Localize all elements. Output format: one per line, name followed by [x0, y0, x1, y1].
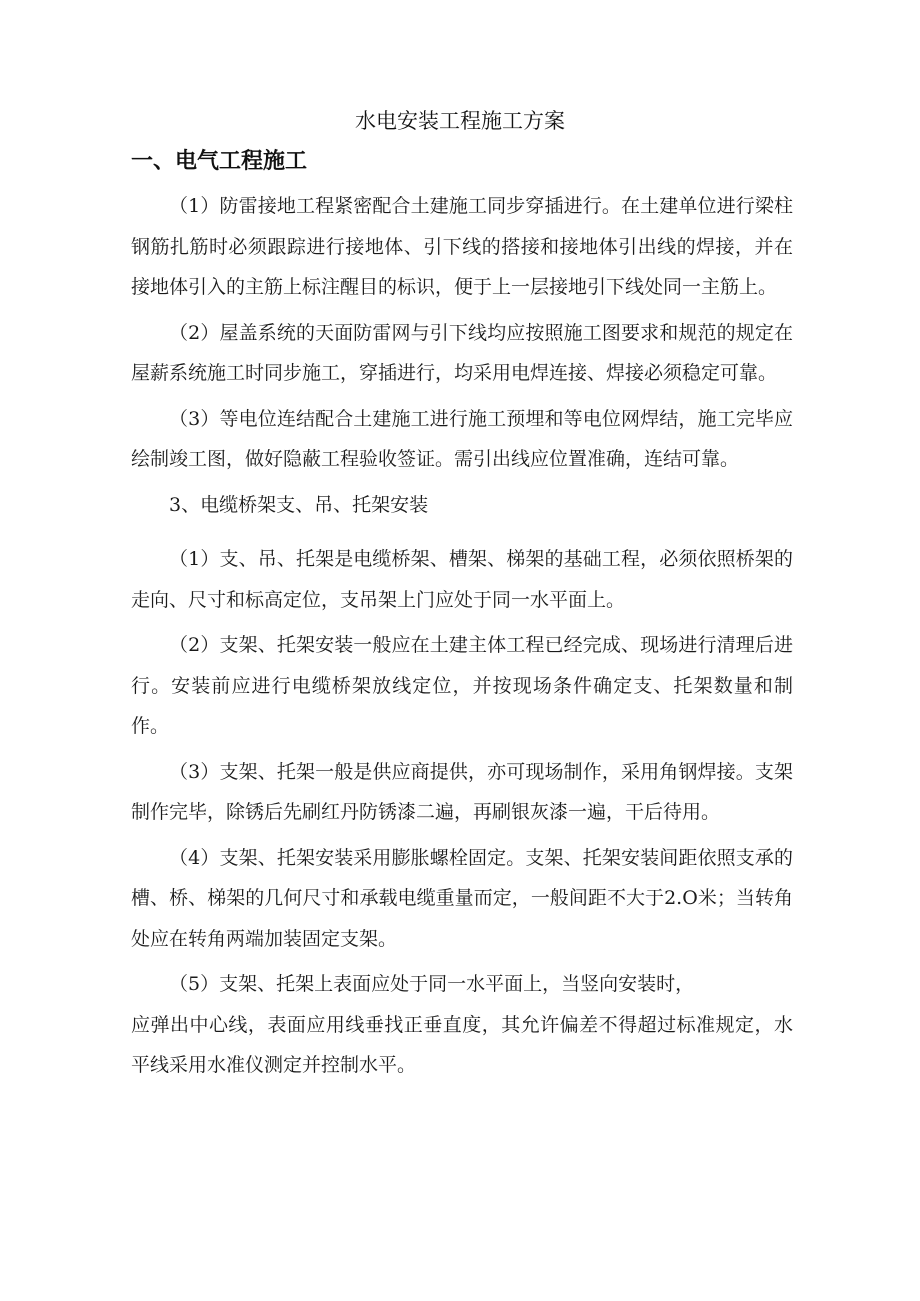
document-body [131, 186, 793, 1086]
paragraph-bracket-levelling-first-line: （5）支架、托架上表面应处于同一水平面上，当竖向安装时， [169, 973, 695, 995]
section-heading: 一、电气工程施工 [131, 149, 308, 174]
paragraph-bracket-fixing: （4）支架、托架安装采用膨胀螺栓固定。支架、托架安装间距依照支承的槽、桥、梯架的几何尺寸和承载电缆重量而定，一般间距不大于2.O米；当转角处应在转角两端加装固定支架。 [131, 846, 793, 950]
paragraph-bracket-levelling [131, 964, 793, 1086]
paragraph-bracket-installation-timing: （2）支架、托架安装一般应在土建主体工程已经完成、现场进行清理后进行。安装前应进行电缆桥架放线定位，并按现场条件确定支、托架数量和制作。 [131, 634, 793, 737]
paragraph-equipotential-bonding: （3）等电位连结配合土建施工进行施工预埋和等电位网焊结，施工完毕应绘制竣工图，做好隐蔽工程验收签证。需引出线应位置准确，连结可靠。 [131, 407, 793, 470]
paragraph-bracket-foundation: （1）支、吊、托架是电缆桥架、槽架、梯架的基础工程，必须依照桥架的走向、尺寸和标高定位，支吊架上门应处于同一水平面上。 [131, 548, 793, 611]
paragraph-lightning-grounding: （1）防雷接地工程紧密配合土建施工同步穿插进行。在土建单位进行梁柱钢筋扎筋时必须跟踪进行接地体、引下线的搭接和接地体引出线的焊接，并在接地体引入的主筋上标注醒目的标识，便于上一层接地引下线处同一主筋上。 [131, 195, 793, 298]
document-title: 水电安装工程施工方案 [355, 109, 565, 133]
paragraph-bracket-fabrication: （3）支架、托架一般是供应商提供，亦可现场制作，采用角钢焊接。支架制作完毕，除锈后先刷红丹防锈漆二遍，再刷银灰漆一遍，干后待用。 [131, 760, 793, 823]
subsection-heading: 3、电缆桥架支、吊、托架安装 [169, 493, 429, 516]
paragraph-bracket-levelling-rest: 应弹出中心线，表面应用线垂找正垂直度，其允许偏差不得超过标准规定，水平线采用水准仪测定并控制水平。 [131, 1013, 793, 1076]
paragraph-roof-lightning-net: （2）屋盖系统的天面防雷网与引下线均应按照施工图要求和规范的规定在屋薪系统施工时同步施工，穿插进行，均采用电焊连接、焊接必须稳定可靠。 [131, 321, 793, 384]
